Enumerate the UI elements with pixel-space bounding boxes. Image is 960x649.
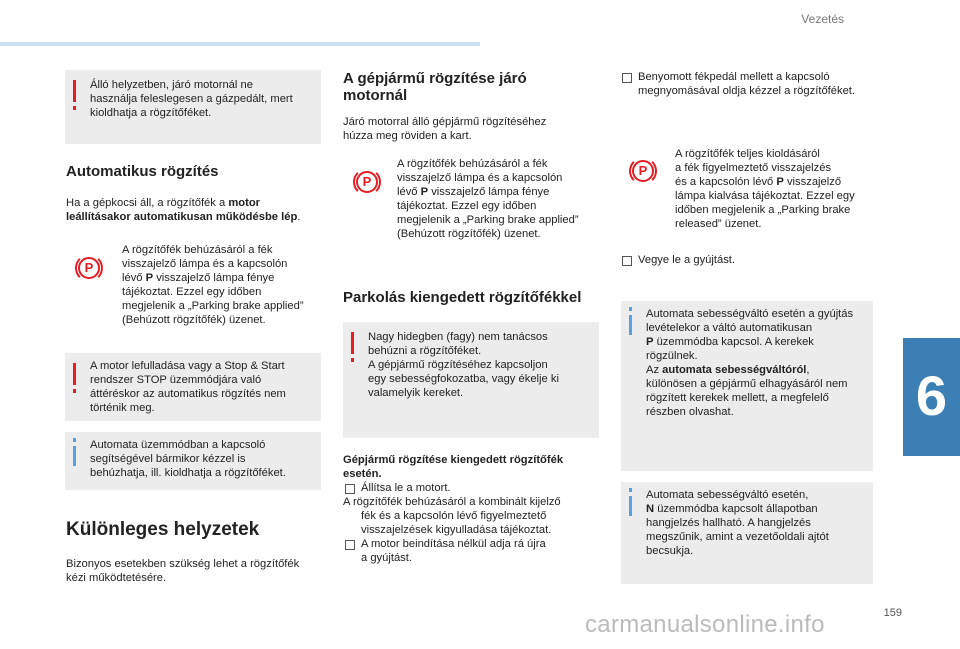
checkbox-bullet-icon	[345, 540, 355, 550]
text-line: megszűnik, amint a vezetőoldali ajtót	[646, 531, 829, 543]
step-line: visszajelzések kigyulladása tájékoztat.	[361, 524, 552, 536]
info-box	[65, 432, 321, 490]
text-line: A rögzítőfék teljes kioldásáról	[675, 148, 820, 160]
bold-text: leállításakor automatikusan működésbe lép	[66, 211, 298, 223]
step-line: a gyújtást.	[361, 552, 412, 564]
text-line: kézi működtetésére.	[66, 572, 167, 584]
text: üzemmódba kapcsolt állapotban	[654, 503, 818, 515]
text-line: részben olvashat.	[646, 406, 734, 418]
info-icon	[629, 315, 632, 335]
text-line: rögzülnek.	[646, 350, 698, 362]
text-line: valamelyik kereket.	[368, 387, 464, 399]
bold-text: P	[145, 272, 154, 284]
text-line: használja feleslegesen a gázpedált, mert	[90, 93, 293, 105]
text-line: történik meg.	[90, 402, 155, 414]
warning-box	[65, 70, 321, 144]
info-icon	[73, 446, 76, 466]
text-line: tájékoztat. Ezzel egy időben	[122, 286, 262, 298]
parking-brake-icon: P	[629, 157, 657, 185]
text-line: megjelenik a „Parking brake applied”	[397, 214, 579, 226]
text-line: behúzhatja, ill. kioldhatja a rögzítőféket.	[90, 467, 286, 479]
heading-running	[343, 70, 527, 104]
bold-text: automata sebességváltóról	[662, 364, 807, 376]
text-line: a fék figyelmeztető visszajelzés	[675, 162, 832, 174]
text: ,	[806, 364, 810, 376]
parking-brake-icon: P	[353, 168, 381, 196]
parking-brake-icon: P	[75, 254, 103, 282]
icon-description	[397, 157, 607, 241]
bold-text: P	[776, 176, 784, 188]
text-line: behúzni a rögzítőféket.	[368, 345, 482, 357]
step-line: A rögzítőfék behúzásáról a kombinált kijelző	[343, 496, 561, 508]
text: visszajelző lámpa fénye	[153, 272, 275, 284]
text: .	[297, 211, 301, 223]
text-line: visszajelző lámpa és a kapcsolón	[397, 172, 563, 184]
text: lévő	[122, 272, 146, 284]
chapter-number: 6	[915, 364, 948, 427]
text-line: Automata üzemmódban a kapcsoló	[90, 439, 266, 451]
special-text	[66, 557, 336, 585]
heading-special: Különleges helyzetek	[66, 519, 260, 540]
text-line: visszajelző lámpa és a kapcsolón	[122, 258, 288, 270]
step-ignition	[622, 253, 898, 267]
text-line: tájékoztat. Ezzel egy időben	[397, 200, 537, 212]
text-line: (Behúzott rögzítőfék) üzenet.	[397, 228, 541, 240]
text-line: Nagy hidegben (fagy) nem tanácsos	[368, 331, 548, 343]
checkbox-bullet-icon	[622, 256, 632, 266]
procedure	[343, 453, 598, 565]
bold-text: P	[646, 336, 654, 348]
text-line: A rögzítőfék behúzásáról a fék	[397, 158, 548, 170]
warning-icon	[351, 332, 354, 354]
text-line: segítségével bármikor kézzel is	[90, 453, 246, 465]
text-line: A gépjármű rögzítéséhez kapcsoljon	[368, 359, 548, 371]
text-line: áttéréskor az automatikus rögzítés nem	[90, 388, 286, 400]
text-line: megnyomásával oldja kézzel a rögzítőféket.	[638, 85, 856, 97]
text-line: rögzített kerekek mellett, a megfelelő	[646, 392, 829, 404]
step-line: Állítsa le a motort.	[361, 482, 451, 494]
text-line: becsukja.	[646, 545, 694, 557]
text-line: lámpa kialvása tájékoztat. Ezzel egy	[675, 190, 855, 202]
text-line: A rögzítőfék behúzásáról a fék	[122, 244, 273, 256]
header-bar	[0, 42, 480, 46]
text-line: húzza meg röviden a kart.	[343, 130, 472, 142]
info-box	[621, 301, 873, 471]
auto-intro	[66, 196, 336, 224]
chapter-tab	[903, 338, 960, 456]
text-line: levételekor a váltó automatikusan	[646, 322, 813, 334]
text-line: Vegye le a gyújtást.	[638, 254, 736, 266]
checkbox-bullet-icon	[345, 484, 355, 494]
section-title: Vezetés	[801, 12, 844, 26]
info-icon	[629, 496, 632, 516]
text-line: rendszer STOP üzemmódjára való	[90, 374, 262, 386]
checkbox-bullet-icon	[622, 73, 632, 83]
text: üzemmódba kapcsol. A kerekek	[653, 336, 814, 348]
text-line: A motor lefulladása vagy a Stop & Start	[90, 360, 285, 372]
heading-auto: Automatikus rögzítés	[66, 163, 219, 180]
text: Ha a gépkocsi áll, a rögzítőfék a	[66, 197, 229, 209]
text-line: kioldhatja a rögzítőféket.	[90, 107, 212, 119]
text-line: Benyomott fékpedál mellett a kapcsoló	[638, 71, 830, 83]
warning-box	[343, 322, 599, 438]
text: és a kapcsolón lévő	[675, 176, 777, 188]
text: Az	[646, 364, 663, 376]
step-line: fék és a kapcsolón lévő figyelmeztető	[361, 510, 547, 522]
text: visszajelző lámpa fénye	[428, 186, 550, 198]
watermark: carmanualsonline.info	[585, 611, 825, 638]
heading-line: motornál	[343, 87, 408, 104]
text-line: Bizonyos esetekben szükség lehet a rögzítőfék	[66, 558, 300, 570]
warning-icon	[73, 80, 76, 102]
text-line: Automata sebességváltó esetén,	[646, 489, 809, 501]
info-box	[621, 482, 873, 584]
bold-text: P	[420, 186, 429, 198]
text-line: időben megjelenik a „Parking brake	[675, 204, 851, 216]
running-text	[343, 115, 598, 143]
text-line: hangjelzés hallható. A hangjelzés	[646, 517, 811, 529]
icon-description	[675, 147, 885, 231]
warning-box	[65, 353, 321, 421]
text: lévő	[397, 186, 421, 198]
step-line: A motor beindítása nélkül adja rá újra	[361, 538, 546, 550]
text-line: Álló helyzetben, járó motornál ne	[90, 79, 253, 91]
step-release	[622, 70, 898, 98]
bold-text: N	[646, 503, 655, 515]
text-line: egy sebességfokozatba, vagy ékelje ki	[368, 373, 559, 385]
text-line: (Behúzott rögzítőfék) üzenet.	[122, 314, 266, 326]
text-line: released” üzenet.	[675, 218, 762, 230]
text-line: megjelenik a „Parking brake applied”	[122, 300, 304, 312]
heading-line: A gépjármű rögzítése járó	[343, 70, 527, 87]
text-line: Járó motorral álló gépjármű rögzítéséhez	[343, 116, 547, 128]
warning-icon	[73, 363, 76, 385]
text: visszajelző	[783, 176, 842, 188]
text-line: Automata sebességváltó esetén a gyújtás	[646, 308, 854, 320]
page-number: 159	[883, 607, 902, 619]
icon-description	[122, 243, 332, 327]
text-line: különösen a gépjármű elhagyásáról nem	[646, 378, 848, 390]
bold-text: motor	[228, 197, 261, 209]
proc-title: Gépjármű rögzítése kiengedett rögzítőfék	[343, 454, 564, 466]
proc-title: esetén.	[343, 468, 382, 480]
heading-parking: Parkolás kiengedett rögzítőfékkel	[343, 289, 582, 306]
